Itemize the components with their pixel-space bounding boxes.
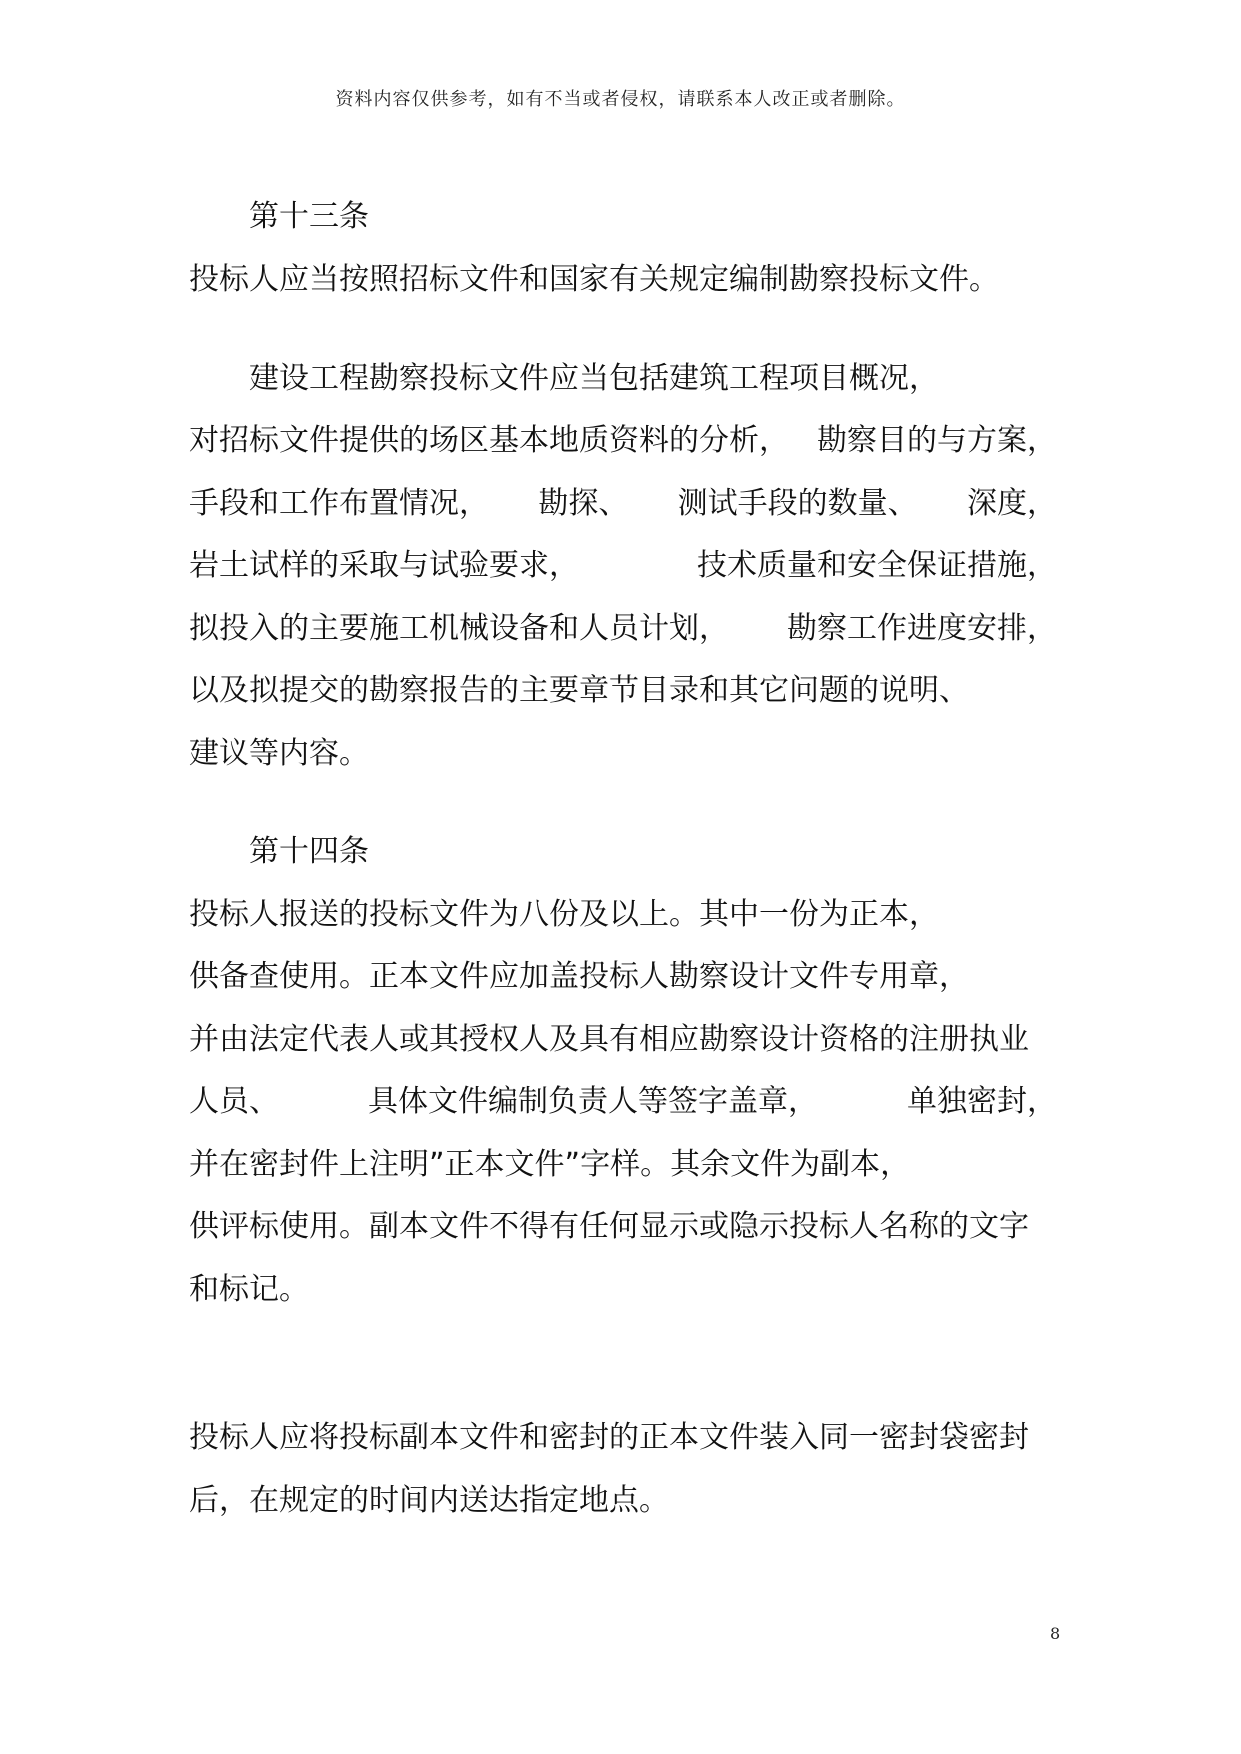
content-para-line-2 [189,421,1057,461]
final-para-line-2: 后，在规定的时间内送达指定地点。 [189,1483,669,1518]
article-14-line-6: 供评标使用。副本文件不得有任何显示或隐示投标人名称的文字 [189,1209,1029,1244]
content-para-line-7: 建议等内容。 [189,736,369,771]
content-para-line-3-part-c: 测试手段的数量、 [677,486,918,521]
content-para-line-3-part-a: 手段和工作布置情况， [189,486,489,521]
article-14-line-4-part-b: 具体文件编制负责人等签字盖章， [368,1084,818,1119]
article-14-line-1: 投标人报送的投标文件为八份及以上。其中一份为正本， [189,897,939,932]
content-para-line-2-part-b: 勘察目的与方案， [817,423,1057,458]
article-13-text-line: 投标人应当按照招标文件和国家有关规定编制勘察投标文件。 [189,262,999,297]
article-14-line-2: 供备查使用。正本文件应加盖投标人勘察设计文件专用章， [189,959,969,994]
article-14-line-4-part-c: 单独密封， [907,1084,1057,1119]
content-para-line-3-part-b: 勘探、 [538,486,629,521]
article-14-line-7: 和标记。 [189,1272,309,1307]
article-13-title: 第十三条 [249,199,369,234]
content-para-line-4-part-b: 技术质量和安全保证措施， [697,548,1057,583]
content-para-line-3-part-d: 深度， [966,486,1057,521]
article-14-line-5: 并在密封件上注明”正本文件”字样。其余文件为副本， [189,1147,911,1182]
content-para-line-3 [189,484,1057,524]
content-para-line-5 [189,609,1057,649]
content-para-line-4-part-a: 岩土试样的采取与试验要求， [189,548,579,583]
content-para-line-4 [189,546,1057,586]
content-para-line-1: 建设工程勘察投标文件应当包括建筑工程项目概况， [249,361,939,396]
content-para-line-2-part-a: 对招标文件提供的场区基本地质资料的分析， [189,423,789,458]
article-14-line-4-part-a: 人员、 [189,1084,279,1119]
article-14-line-4 [189,1082,1057,1122]
content-para-line-5-part-b: 勘察工作进度安排， [787,611,1057,646]
content-para-line-6: 以及拟提交的勘察报告的主要章节目录和其它问题的说明、 [189,673,969,708]
header-disclaimer: 资料内容仅供参考，如有不当或者侵权，请联系本人改正或者删除。 [335,89,906,110]
page-number: 8 [1050,1624,1061,1643]
content-para-line-5-part-a: 拟投入的主要施工机械设备和人员计划， [189,611,729,646]
final-para-line-1: 投标人应将投标副本文件和密封的正本文件装入同一密封袋密封 [189,1420,1029,1455]
article-14-title: 第十四条 [249,834,369,869]
article-14-line-3: 并由法定代表人或其授权人及具有相应勘察设计资格的注册执业 [189,1022,1029,1057]
